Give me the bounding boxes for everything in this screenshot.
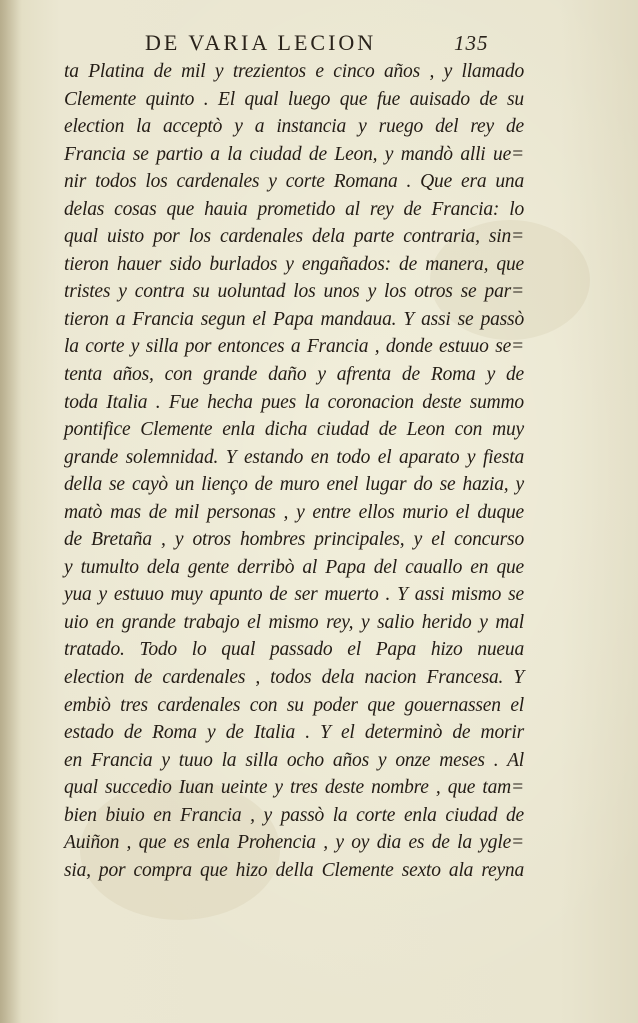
text-line: delas cosas que hauia prometido al rey de Francia: lo [64,198,524,220]
running-title: DE VARIA LECION [145,30,377,55]
text-line: sia, por compra que hizo della Clemente sexto ala reyna [64,859,524,881]
text-line: de Bretaña , y otros hombres principales, y el concurso [64,529,524,551]
text-line: Auiñon , que es enla Prohencia , y oy dia es de la ygle= [64,832,524,854]
text-line: tieron a Francia segun el Papa mandaua. Y assi se passò [64,308,524,330]
text-line: bien biuio en Francia , y passò la corte enla ciudad de [64,804,524,826]
text-line: tenta años, con grande daño y afrenta de Roma y de [64,364,524,386]
text-line: election de cardenales , todos dela nacion Francesa. Y [64,667,524,689]
text-line: y tumulto dela gente derribò al Papa del cauallo en que [64,556,524,578]
text-line: estado de Roma y de Italia . Y el determinò de morir [64,722,524,744]
body-text [64,58,524,884]
text-line: della se cayò un lienço de muro enel lugar do se hazia, y [64,474,524,496]
text-line: qual uisto por los cardenales dela parte contraria, sin= [64,226,524,248]
text-line: yua y estuuo muy apunto de ser muerto . Y assi mismo se [64,584,524,606]
text-line: matò mas de mil personas , y entre ellos murio el duque [64,501,524,523]
text-line: pontifice Clemente enla dicha ciudad de Leon con muy [64,419,524,441]
text-line: nir todos los cardenales y corte Romana . Que era una [64,171,524,193]
text-line: grande solemnidad. Y estando en todo el aparato y fiesta [64,446,524,468]
text-line: embiò tres cardenales con su poder que gouernassen el [64,694,524,716]
text-line: en Francia y tuuo la silla ocho años y onze meses . Al [64,749,524,771]
text-line: la corte y silla por entonces a Francia , donde estuuo se= [64,336,524,358]
text-line: Francia se partio a la ciudad de Leon, y mandò alli ue= [64,143,524,165]
running-head [0,30,638,58]
text-line: tratado. Todo lo qual passado el Papa hizo nueua [64,639,524,661]
text-line: uio en grande trabajo el mismo rey, y salio herido y mal [64,611,524,633]
text-line: tristes y contra su uoluntad los unos y los otros se par= [64,281,524,303]
text-line: election la acceptò y a instancia y ruego del rey de [64,116,524,138]
text-line: Clemente quinto . El qual luego que fue auisado de su [64,88,524,110]
text-line: tieron hauer sido burlados y engañados: de manera, que [64,253,524,275]
text-line: toda Italia . Fue hecha pues la coronacion deste summo [64,391,524,413]
page-number: 135 [454,31,489,55]
text-line: ta Platina de mil y trezientos e cinco años , y llamado [64,61,524,82]
gutter-shadow [0,0,22,1023]
text-line: qual succedio Iuan ueinte y tres deste nombre , que tam= [64,777,524,799]
